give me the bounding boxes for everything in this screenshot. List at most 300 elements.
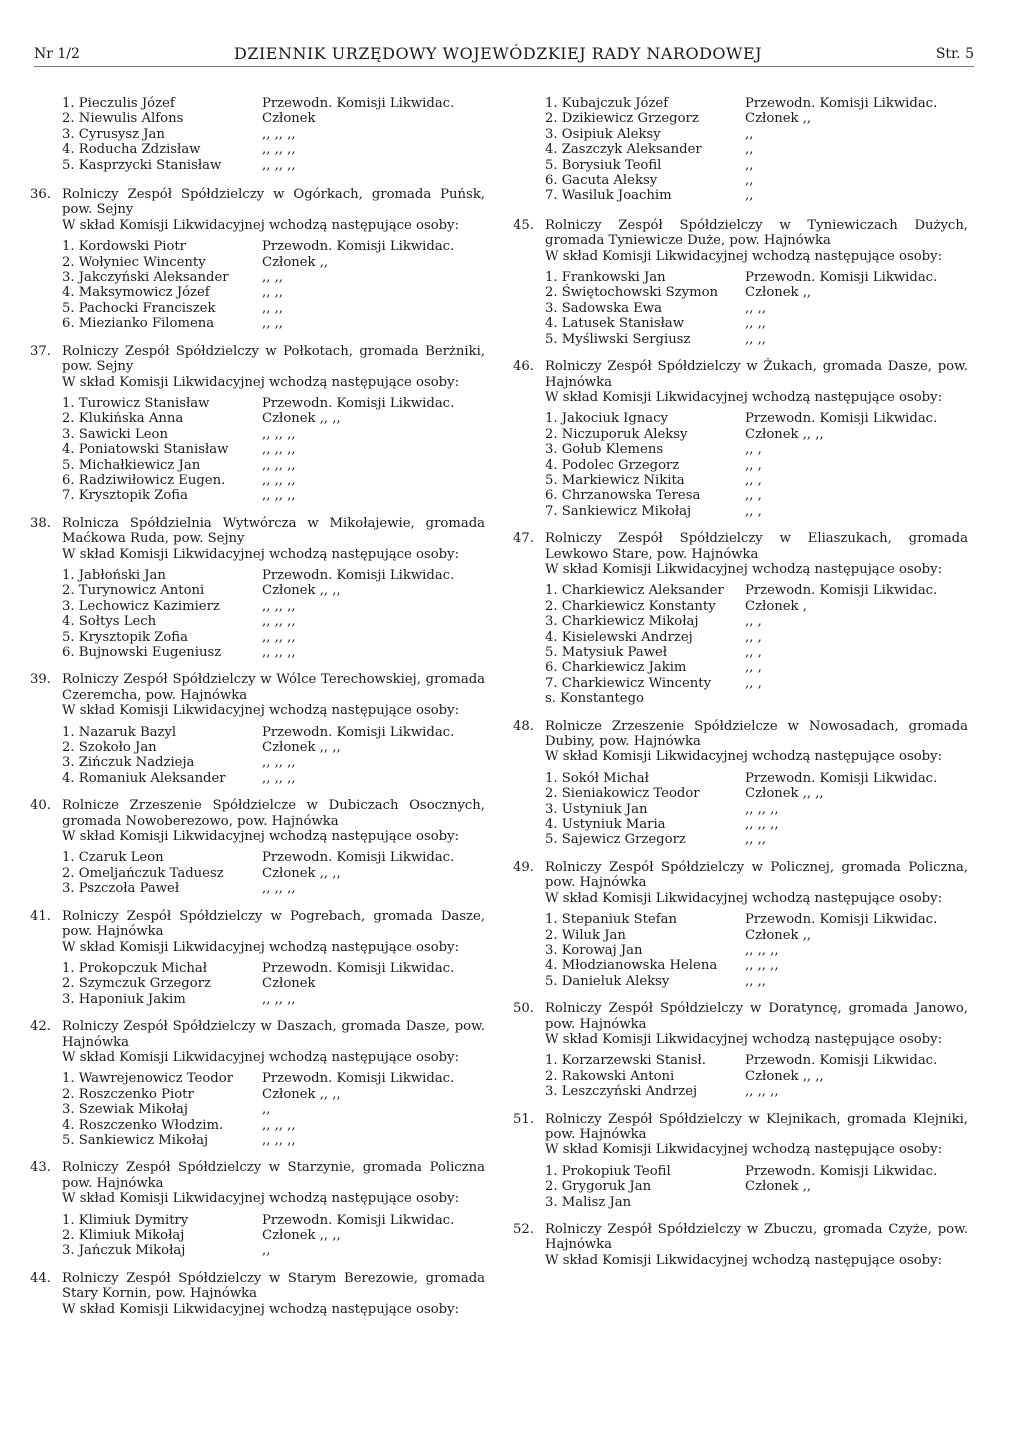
page-number: Str. 5 [935,46,974,62]
member-name: 1. Frankowski Jan [545,270,666,286]
member-row [545,676,968,691]
member-role: ,, ,, ,, [262,472,296,488]
cooperative-section [513,1222,968,1268]
member-name: 5. Sajewicz Grzegorz [545,832,686,848]
member-name: 1. Prokopczuk Michał [62,960,208,976]
section-title: Rolnicze Zrzeszenie Spółdzielcze w Nowosadach, gromada Dubiny, pow. Hajnówka [545,718,968,750]
member-row [62,285,485,300]
member-row [545,691,968,706]
section-intro: W skład Komisji Likwidacyjnej wchodzą następujące osoby: [62,1049,460,1065]
member-row [62,442,485,457]
member-name: 3. Sadowska Ewa [545,300,662,316]
member-name: 4. Roducha Zdzisław [62,142,201,158]
member-name: 1. Korzarzewski Stanisł. [545,1053,706,1069]
member-row [545,188,968,203]
section-number: 36. [30,187,51,203]
member-role: Członek ,, ,, [262,411,341,427]
section-title: Rolniczy Zespół Spółdzielczy w Klejnikach, gromada Klejniki, pow. Hajnówka [545,1111,968,1142]
member-role: ,, ,, [745,316,766,332]
member-role: ,, ,, [262,285,283,301]
member-role: ,, ,, ,, [262,881,296,897]
member-name: 5. Sankiewicz Mikołaj [62,1132,209,1148]
member-name: 2. Wiluk Jan [545,927,626,943]
member-row [545,630,968,645]
member-row [545,958,968,973]
member-row [62,142,485,157]
member-row [545,1179,968,1194]
member-role: Przewodn. Komisji Likwidac. [745,270,938,286]
member-row [62,583,485,598]
member-role: Przewodn. Komisji Likwidac. [745,411,938,427]
member-name: 3. Haponiuk Jakim [62,991,186,1007]
member-name: 3. Sawicki Leon [62,426,168,442]
member-role: ,, ,, [745,832,766,848]
member-row [545,427,968,442]
section-title: Rolniczy Zespół Spółdzielczy w Starzynie, gromada Policzna pow. Hajnówka [62,1160,485,1191]
section-number: 42. [30,1019,51,1035]
member-name: 4. Sołtys Lech [62,614,157,630]
member-name: 3. Charkiewicz Mikołaj [545,614,699,630]
section-intro: W skład Komisji Likwidacyjnej wchodzą następujące osoby: [545,1031,943,1047]
member-role: ,, ,, ,, [262,426,296,442]
member-name: 5. Danieluk Aleksy [545,973,670,989]
section-title: Rolniczy Zespół Spółdzielczy w Doratyncę, gromada Janowo, pow. Hajnówka [545,1001,968,1032]
member-role: Członek [262,976,316,992]
member-row [545,473,968,488]
member-name: 1. Nazaruk Bazyl [62,724,177,740]
section-intro: W skład Komisji Likwidacyjnej wchodzą następujące osoby: [62,829,460,845]
cooperative-section [513,1001,968,1099]
section-title: Rolniczy Zespół Spółdzielczy w Zbuczu, gromada Czyże, pow. Hajnówka [545,1222,968,1253]
member-role: Przewodn. Komisji Likwidac. [262,850,455,866]
member-role: Członek ,, ,, [745,1068,824,1084]
section-title: Rolniczy Zespół Spółdzielczy w Połkotach, gromada Berżniki, pow. Sejny [62,343,485,375]
section-title: Rolniczy Zespół Spółdzielczy w Tyniewiczach Dużych, gromada Tyniewicze Duże, pow. Hajnówka [545,217,968,249]
member-role: ,, ,, [262,316,283,332]
member-name: 2. Turynowicz Antoni [62,583,205,599]
member-name: 6. Miezianko Filomena [62,316,215,332]
cooperative-section [513,218,968,347]
cooperative-section [30,909,485,1007]
member-row [62,1118,485,1133]
member-row [545,142,968,157]
member-row [62,1228,485,1243]
member-name: 2. Niczuporuk Aleksy [545,426,688,442]
member-row [62,568,485,583]
section-title: Rolniczy Zespół Spółdzielczy w Eliaszukach, gromada Lewkowo Stare, pow. Hajnówka [545,531,968,562]
member-role: ,, ,, ,, [262,598,296,614]
member-name: 1. Pieczulis Józef [62,96,175,111]
member-role: ,, ,, [262,270,283,286]
section-intro: W skład Komisji Likwidacyjnej wchodzą następujące osoby: [62,374,460,390]
member-row [62,316,485,331]
member-name: 2. Charkiewicz Konstanty [545,598,716,614]
member-row [545,1195,968,1210]
member-row [62,127,485,142]
member-role: Przewodn. Komisji Likwidac. [262,239,455,255]
member-row [62,96,485,111]
member-row [62,1133,485,1148]
member-role: Członek ,, ,, [262,740,341,756]
member-row [545,96,968,111]
member-role: Przewodn. Komisji Likwidac. [262,1071,455,1087]
member-role: ,, ,, ,, [745,1084,779,1100]
member-row [62,255,485,270]
member-role: ,, [745,142,754,158]
section-number: 47. [513,531,534,547]
member-name: 1. Jabłoński Jan [62,567,166,583]
member-name: 1. Prokopiuk Teofil [545,1163,671,1179]
section-title: Rolnicze Zrzeszenie Spółdzielcze w Dubiczach Osocznych, gromada Nowoberezowo, pow. Hajnówka [62,798,485,829]
right-sections [513,218,968,1268]
member-row [62,755,485,770]
member-name: 1. Kordowski Piotr [62,239,186,255]
member-name: 1. Stepaniuk Stefan [545,912,677,928]
cooperative-section [30,344,485,504]
member-role: Członek ,, ,, [745,786,824,802]
member-role: Przewodn. Komisji Likwidac. [262,96,455,111]
member-name: s. Konstantego [545,691,644,707]
member-row [62,1243,485,1258]
journal-title: DZIENNIK URZĘDOWY WOJEWÓDZKIEJ RADY NARODOWEJ [234,44,763,63]
member-row [545,1164,968,1179]
member-name: 1. Czaruk Leon [62,850,164,866]
section-title: Rolniczy Zespół Spółdzielczy w Ogórkach, gromada Puńsk, pow. Sejny [62,187,485,218]
member-name: 4. Romaniuk Aleksander [62,770,226,786]
cooperative-section [513,860,968,989]
member-role: ,, ,, [745,300,766,316]
member-name: 6. Charkiewicz Jakim [545,660,687,676]
section-number: 43. [30,1160,51,1176]
member-role: Członek ,, ,, [262,865,341,881]
section-number: 38. [30,515,51,531]
member-name: 5. Krysztopik Zofia [62,629,188,645]
member-row [62,976,485,991]
member-role: ,, ,, ,, [262,457,296,473]
member-name: 6. Chrzanowska Teresa [545,488,701,504]
member-row [62,1071,485,1086]
cooperative-section [30,672,485,786]
member-role: ,, ,, ,, [745,801,779,817]
member-role: ,, ,, ,, [745,958,779,974]
member-role: Przewodn. Komisji Likwidac. [262,1212,455,1228]
member-role: ,, , [745,614,762,630]
left-sections [30,187,485,1317]
member-role: Przewodn. Komisji Likwidac. [262,724,455,740]
member-role: Przewodn. Komisji Likwidac. [745,583,938,599]
member-name: 3. Leszczyński Andrzej [545,1084,698,1100]
header-rule [34,66,974,67]
member-name: 2. Szymczuk Grzegorz [62,976,211,992]
cooperative-section [513,359,968,519]
member-role: Przewodn. Komisji Likwidac. [262,395,455,411]
member-name: 4. Poniatowski Stanisław [62,442,229,458]
section-number: 46. [513,359,534,375]
member-role: ,, ,, ,, [262,629,296,645]
member-role: ,, ,, [745,973,766,989]
member-role: Przewodn. Komisji Likwidac. [745,1053,938,1069]
section-title: Rolniczy Zespół Spółdzielczy w Żukach, gromada Dasze, pow. Hajnówka [545,359,968,390]
cooperative-section [30,1019,485,1148]
member-name: 5. Markiewicz Nikita [545,472,685,488]
member-name: 4. Młodzianowska Helena [545,958,718,974]
section-number: 48. [513,718,534,734]
member-row [62,881,485,896]
member-role: Przewodn. Komisji Likwidac. [262,567,455,583]
member-role: ,, , [745,660,762,676]
member-role: ,, [745,157,754,173]
member-row [545,771,968,786]
section-title: Rolnicza Spółdzielnia Wytwórcza w Mikołajewie, gromada Maćkowa Ruda, pow. Sejny [62,515,485,547]
member-row [62,1087,485,1102]
member-row [62,239,485,254]
member-row [62,473,485,488]
member-name: 2. Dzikiewicz Grzegorz [545,111,699,127]
member-role: Przewodn. Komisji Likwidac. [745,770,938,786]
member-row [545,316,968,331]
section-intro: W skład Komisji Likwidacyjnej wchodzą następujące osoby: [545,561,943,577]
section-number: 52. [513,1222,534,1237]
member-role: ,, [745,173,754,189]
member-row [62,771,485,786]
member-name: 3. Jańczuk Mikołaj [62,1243,186,1259]
member-name: 5. Michałkiewicz Jan [62,457,201,473]
section-intro: W skład Komisji Likwidacyjnej wchodzą następujące osoby: [545,749,943,765]
member-role: ,, , [745,629,762,645]
member-row [545,504,968,519]
member-row [545,786,968,801]
member-role: ,, ,, ,, [262,442,296,458]
section-number: 49. [513,859,534,875]
cooperative-section [513,1112,968,1210]
section-title: Rolniczy Zespół Spółdzielczy w Starym Berezowie, gromada Stary Kornin, pow. Hajnówka [62,1270,485,1302]
member-role: ,, [262,1243,271,1259]
member-role: Członek ,, ,, [262,1086,341,1102]
member-role: ,, ,, ,, [262,126,296,142]
member-role: Przewodn. Komisji Likwidac. [745,912,938,928]
left-column [30,96,485,1329]
section-intro: W skład Komisji Likwidacyjnej wchodzą następujące osoby: [62,1301,460,1317]
member-role: ,, ,, ,, [262,770,296,786]
section-intro: W skład Komisji Likwidacyjnej wchodzą następujące osoby: [545,248,943,264]
member-name: 7. Sankiewicz Mikołaj [545,503,692,519]
member-row [545,442,968,457]
member-name: 2. Omeljańczuk Taduesz [62,865,224,881]
member-role: ,, [745,188,754,204]
member-row [545,488,968,503]
member-row [545,1069,968,1084]
page-header [34,42,974,70]
member-name: 4. Zaszczyk Aleksander [545,142,702,158]
section-number: 41. [30,908,51,924]
member-name: 7. Krysztopik Zofia [62,488,188,504]
cooperative-section [30,798,485,896]
member-row [62,866,485,881]
member-role: Członek ,, ,, [745,426,824,442]
continued-member-list [513,96,968,204]
member-name: 3. Zińczuk Nadzieja [62,755,195,771]
member-name: 3. Jakczyński Aleksander [62,270,229,286]
member-role: ,, ,, ,, [262,645,296,660]
member-row [62,630,485,645]
member-role: Członek ,, [745,111,812,127]
member-row [545,645,968,660]
section-intro: W skład Komisji Likwidacyjnej wchodzą następujące osoby: [62,703,460,719]
member-row [545,928,968,943]
right-column [513,96,968,1280]
section-intro: W skład Komisji Likwidacyjnej wchodzą następujące osoby: [62,217,460,233]
member-name: 1. Turowicz Stanisław [62,395,210,411]
member-row [62,992,485,1007]
member-row [545,802,968,817]
member-row [545,599,968,614]
member-name: 3. Pszczoła Paweł [62,881,180,897]
member-role: ,, ,, ,, [262,755,296,771]
member-role: Przewodn. Komisji Likwidac. [262,960,455,976]
member-name: 6. Bujnowski Eugeniusz [62,645,222,660]
member-row [545,912,968,927]
section-number: 50. [513,1001,534,1017]
member-row [545,458,968,473]
member-row [62,488,485,503]
member-row [545,301,968,316]
member-row [62,111,485,126]
member-role: Członek ,, [745,1179,812,1195]
member-row [545,614,968,629]
member-role: ,, ,, ,, [262,488,296,504]
member-row [545,158,968,173]
section-intro: W skład Komisji Likwidacyjnej wchodzą następujące osoby: [545,1252,943,1268]
member-role: Członek ,, ,, [262,1228,341,1243]
cooperative-section [30,187,485,332]
member-name: 2. Szokoło Jan [62,740,157,756]
cooperative-section [513,719,968,848]
member-row [545,832,968,847]
member-row [545,660,968,675]
member-name: 3. Lechowicz Kazimierz [62,598,220,614]
member-role: ,, ,, ,, [262,991,296,1007]
section-title: Rolniczy Zespół Spółdzielczy w Wólce Terechowskiej, gromada Czeremcha, pow. Hajnówka [62,672,485,703]
section-title: Rolniczy Zespół Spółdzielczy w Pogrebach, gromada Dasze, pow. Hajnówka [62,908,485,940]
section-number: 40. [30,798,51,814]
member-name: 4. Ustyniuk Maria [545,817,666,833]
member-row [62,740,485,755]
member-name: 2. Świętochowski Szymon [545,285,719,301]
continued-member-list [30,96,485,173]
member-name: 3. Malisz Jan [545,1194,632,1210]
member-row [545,173,968,188]
member-row [62,645,485,660]
member-row [62,725,485,740]
member-row [545,111,968,126]
member-row [545,817,968,832]
member-role: ,, , [745,457,762,473]
member-role: Przewodn. Komisji Likwidac. [745,96,938,111]
member-row [62,599,485,614]
member-role: Członek ,, [745,927,812,943]
member-role: ,, ,, [262,300,283,316]
member-row [545,127,968,142]
member-name: 5. Borysiuk Teofil [545,157,662,173]
member-role: ,, ,, ,, [262,1117,296,1133]
member-row [545,332,968,347]
member-name: 3. Osipiuk Aleksy [545,126,661,142]
member-name: 1. Kubajczuk Józef [545,96,669,111]
member-name: 5. Matysiuk Paweł [545,645,668,660]
member-row [62,1102,485,1117]
member-name: 1. Klimiuk Dymitry [62,1212,189,1228]
section-intro: W skład Komisji Likwidacyjnej wchodzą następujące osoby: [62,939,460,955]
member-role: Członek ,, [262,254,329,270]
member-role: Członek [262,111,316,127]
member-row [62,850,485,865]
member-row [545,1084,968,1099]
member-role: ,, , [745,675,762,691]
member-role: ,, ,, ,, [745,942,779,958]
member-role: ,, , [745,488,762,504]
member-role: ,, [745,126,754,142]
member-role: ,, ,, ,, [262,1132,296,1148]
member-name: 1. Jakociuk Ignacy [545,411,668,427]
cooperative-section [513,531,968,706]
member-role: ,, ,, ,, [745,817,779,833]
section-number: 39. [30,672,51,688]
member-role: ,, ,, ,, [262,142,296,158]
member-role: ,, , [745,442,762,458]
issue-number: Nr 1/2 [34,46,80,62]
member-row [62,458,485,473]
member-row [545,285,968,300]
member-role: ,, , [745,472,762,488]
member-name: 2. Wołyniec Wincenty [62,254,206,270]
member-row [545,583,968,598]
member-row [545,1053,968,1068]
member-name: 2. Klukińska Anna [62,411,184,427]
member-row [62,1213,485,1228]
member-row [62,427,485,442]
section-number: 51. [513,1111,534,1127]
member-name: 3. Gołub Klemens [545,442,664,458]
member-name: 6. Radziwiłowicz Eugen. [62,472,226,488]
section-intro: W skład Komisji Likwidacyjnej wchodzą następujące osoby: [545,890,943,906]
section-number: 45. [513,217,534,233]
member-name: 5. Pachocki Franciszek [62,300,216,316]
member-row [62,396,485,411]
member-row [62,301,485,316]
cooperative-section [30,1160,485,1258]
section-title: Rolniczy Zespół Spółdzielczy w Policznej, gromada Policzna, pow. Hajnówka [545,859,968,891]
section-number: 37. [30,343,51,359]
member-row [62,158,485,173]
section-intro: W skład Komisji Likwidacyjnej wchodzą następujące osoby: [62,546,460,562]
section-intro: W skład Komisji Likwidacyjnej wchodzą następujące osoby: [545,1142,943,1158]
member-row [62,270,485,285]
section-intro: W skład Komisji Likwidacyjnej wchodzą następujące osoby: [545,389,943,405]
cooperative-section [30,1271,485,1317]
member-name: 3. Ustyniuk Jan [545,801,648,817]
member-role: ,, ,, ,, [262,614,296,630]
member-role: ,, , [745,645,762,660]
section-title: Rolniczy Zespół Spółdzielczy w Daszach, gromada Dasze, pow. Hajnówka [62,1019,485,1050]
member-name: 4. Maksymowicz Józef [62,285,210,301]
member-role: Członek , [745,598,807,614]
member-name: 1. Wawrejenowicz Teodor [62,1071,233,1087]
member-role: Przewodn. Komisji Likwidac. [745,1163,938,1179]
member-name: 2. Sieniakowicz Teodor [545,786,700,802]
member-name: 4. Roszczenko Włodzim. [62,1117,224,1133]
member-name: 2. Rakowski Antoni [545,1068,675,1084]
member-name: 2. Klimiuk Mikołaj [62,1228,185,1243]
